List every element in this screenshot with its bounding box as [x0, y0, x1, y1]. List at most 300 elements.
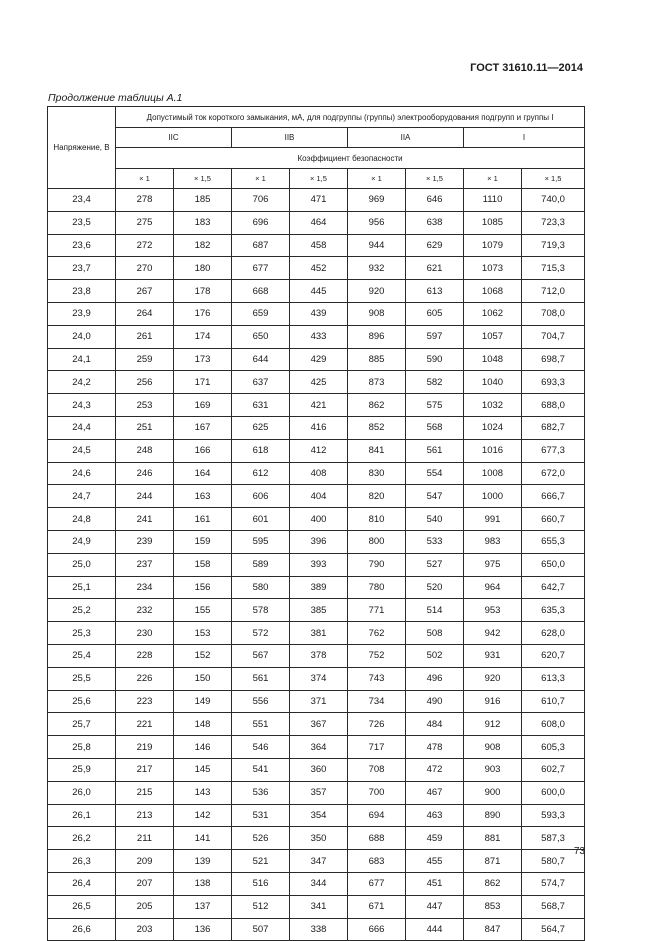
factor-row: [48, 169, 585, 189]
current-cell: 176: [174, 302, 232, 325]
factor-header: × 1,5: [290, 169, 348, 189]
factor-header: × 1: [232, 169, 290, 189]
current-cell: 141: [174, 827, 232, 850]
current-cell: 613,3: [522, 667, 585, 690]
current-cell: 1062: [464, 302, 522, 325]
current-cell: 158: [174, 553, 232, 576]
voltage-cell: 26,3: [48, 850, 116, 873]
table-row: [48, 850, 585, 873]
current-cell: 371: [290, 690, 348, 713]
current-cell: 672,0: [522, 462, 585, 485]
factor-header: × 1,5: [174, 169, 232, 189]
current-cell: 666,7: [522, 485, 585, 508]
current-cell: 561: [406, 439, 464, 462]
current-cell: 688: [348, 827, 406, 850]
current-cell: 752: [348, 644, 406, 667]
current-cell: 862: [348, 394, 406, 417]
current-cell: 163: [174, 485, 232, 508]
table-caption: Продолжение таблицы А.1: [48, 92, 183, 104]
current-cell: 790: [348, 553, 406, 576]
current-cell: 425: [290, 371, 348, 394]
voltage-cell: 24,2: [48, 371, 116, 394]
page-number: 73: [573, 846, 585, 857]
current-cell: 561: [232, 667, 290, 690]
current-cell: 464: [290, 211, 348, 234]
table-row: [48, 758, 585, 781]
voltage-cell: 24,3: [48, 394, 116, 417]
current-cell: 700: [348, 781, 406, 804]
current-cell: 983: [464, 530, 522, 553]
current-cell: 1085: [464, 211, 522, 234]
current-cell: 956: [348, 211, 406, 234]
current-cell: 618: [232, 439, 290, 462]
current-cell: 234: [116, 576, 174, 599]
current-cell: 219: [116, 736, 174, 759]
table-row: [48, 462, 585, 485]
factor-header: × 1,5: [522, 169, 585, 189]
voltage-cell: 26,1: [48, 804, 116, 827]
current-cell: 408: [290, 462, 348, 485]
voltage-cell: 24,6: [48, 462, 116, 485]
current-cell: 540: [406, 508, 464, 531]
factor-header: × 1: [116, 169, 174, 189]
current-cell: 660,7: [522, 508, 585, 531]
current-cell: 613: [406, 280, 464, 303]
current-cell: 381: [290, 622, 348, 645]
current-cell: 655,3: [522, 530, 585, 553]
current-cell: 508: [406, 622, 464, 645]
current-cell: 239: [116, 530, 174, 553]
voltage-cell: 25,1: [48, 576, 116, 599]
current-cell: 873: [348, 371, 406, 394]
current-cell: 512: [232, 895, 290, 918]
current-cell: 871: [464, 850, 522, 873]
current-cell: 602,7: [522, 758, 585, 781]
current-cell: 597: [406, 325, 464, 348]
current-cell: 136: [174, 918, 232, 941]
current-cell: 389: [290, 576, 348, 599]
current-cell: 708,0: [522, 302, 585, 325]
current-cell: 400: [290, 508, 348, 531]
current-cell: 447: [406, 895, 464, 918]
current-cell: 547: [406, 485, 464, 508]
voltage-cell: 23,4: [48, 189, 116, 212]
current-cell: 830: [348, 462, 406, 485]
voltage-cell: 24,9: [48, 530, 116, 553]
factor-header: × 1,5: [406, 169, 464, 189]
voltage-cell: 24,8: [48, 508, 116, 531]
table-row: [48, 302, 585, 325]
voltage-cell: 26,4: [48, 872, 116, 895]
current-cell: 149: [174, 690, 232, 713]
current-cell: 367: [290, 713, 348, 736]
current-cell: 625: [232, 416, 290, 439]
factor-header: × 1: [464, 169, 522, 189]
current-cell: 677: [232, 257, 290, 280]
current-cell: 164: [174, 462, 232, 485]
voltage-header: Напряжение, В: [48, 107, 116, 189]
voltage-cell: 25,7: [48, 713, 116, 736]
current-cell: 490: [406, 690, 464, 713]
current-cell: 393: [290, 553, 348, 576]
current-cell: 847: [464, 918, 522, 941]
current-cell: 526: [232, 827, 290, 850]
current-cell: 174: [174, 325, 232, 348]
current-cell: 404: [290, 485, 348, 508]
current-cell: 677: [348, 872, 406, 895]
current-cell: 601: [232, 508, 290, 531]
current-cell: 668: [232, 280, 290, 303]
voltage-cell: 25,4: [48, 644, 116, 667]
current-cell: 942: [464, 622, 522, 645]
current-cell: 628,0: [522, 622, 585, 645]
table-row: [48, 234, 585, 257]
current-cell: 715,3: [522, 257, 585, 280]
current-cell: 275: [116, 211, 174, 234]
current-cell: 671: [348, 895, 406, 918]
current-cell: 734: [348, 690, 406, 713]
current-cell: 502: [406, 644, 464, 667]
current-cell: 412: [290, 439, 348, 462]
current-cell: 153: [174, 622, 232, 645]
voltage-cell: 23,5: [48, 211, 116, 234]
current-cell: 256: [116, 371, 174, 394]
current-cell: 1016: [464, 439, 522, 462]
coefficient-header: Коэффициент безопасности: [116, 148, 585, 169]
current-cell: 143: [174, 781, 232, 804]
voltage-cell: 24,1: [48, 348, 116, 371]
voltage-cell: 25,8: [48, 736, 116, 759]
current-cell: 421: [290, 394, 348, 417]
current-cell: 451: [406, 872, 464, 895]
current-cell: 350: [290, 827, 348, 850]
current-cell: 631: [232, 394, 290, 417]
current-cell: 378: [290, 644, 348, 667]
current-cell: 152: [174, 644, 232, 667]
current-cell: 278: [116, 189, 174, 212]
current-cell: 708: [348, 758, 406, 781]
current-cell: 740,0: [522, 189, 585, 212]
table-row: [48, 485, 585, 508]
current-cell: 1000: [464, 485, 522, 508]
current-cell: 223: [116, 690, 174, 713]
current-cell: 203: [116, 918, 174, 941]
table-row: [48, 371, 585, 394]
current-cell: 183: [174, 211, 232, 234]
current-cell: 903: [464, 758, 522, 781]
current-cell: 580,7: [522, 850, 585, 873]
current-cell: 1024: [464, 416, 522, 439]
current-cell: 780: [348, 576, 406, 599]
current-cell: 221: [116, 713, 174, 736]
current-cell: 862: [464, 872, 522, 895]
current-cell: 683: [348, 850, 406, 873]
current-cell: 677,3: [522, 439, 585, 462]
current-cell: 1110: [464, 189, 522, 212]
current-cell: 347: [290, 850, 348, 873]
voltage-cell: 24,0: [48, 325, 116, 348]
current-cell: 521: [232, 850, 290, 873]
current-cell: 155: [174, 599, 232, 622]
table-row: [48, 781, 585, 804]
current-cell: 852: [348, 416, 406, 439]
current-cell: 762: [348, 622, 406, 645]
current-cell: 644: [232, 348, 290, 371]
current-cell: 1008: [464, 462, 522, 485]
current-cell: 374: [290, 667, 348, 690]
current-cell: 771: [348, 599, 406, 622]
voltage-cell: 25,5: [48, 667, 116, 690]
current-cell: 439: [290, 302, 348, 325]
current-cell: 145: [174, 758, 232, 781]
current-cell: 1057: [464, 325, 522, 348]
current-cell: 1079: [464, 234, 522, 257]
table-row: [48, 553, 585, 576]
current-cell: 496: [406, 667, 464, 690]
current-cell: 975: [464, 553, 522, 576]
current-cell: 251: [116, 416, 174, 439]
group-iib: IIB: [232, 128, 348, 148]
table-row: [48, 508, 585, 531]
current-cell: 357: [290, 781, 348, 804]
current-cell: 650,0: [522, 553, 585, 576]
table-row: [48, 439, 585, 462]
current-cell: 694: [348, 804, 406, 827]
current-cell: 908: [464, 736, 522, 759]
table-row: [48, 211, 585, 234]
current-cell: 520: [406, 576, 464, 599]
voltage-cell: 26,6: [48, 918, 116, 941]
document-code: ГОСТ 31610.11—2014: [470, 62, 583, 74]
current-cell: 237: [116, 553, 174, 576]
current-cell: 568: [406, 416, 464, 439]
current-cell: 953: [464, 599, 522, 622]
current-cell: 688,0: [522, 394, 585, 417]
current-cell: 478: [406, 736, 464, 759]
current-cell: 429: [290, 348, 348, 371]
current-cell: 881: [464, 827, 522, 850]
current-cell: 228: [116, 644, 174, 667]
current-cell: 272: [116, 234, 174, 257]
current-cell: 621: [406, 257, 464, 280]
current-cell: 452: [290, 257, 348, 280]
current-cell: 575: [406, 394, 464, 417]
current-cell: 568,7: [522, 895, 585, 918]
voltage-cell: 25,2: [48, 599, 116, 622]
current-cell: 556: [232, 690, 290, 713]
current-cell: 213: [116, 804, 174, 827]
current-cell: 159: [174, 530, 232, 553]
current-cell: 605: [406, 302, 464, 325]
current-cell: 507: [232, 918, 290, 941]
current-cell: 991: [464, 508, 522, 531]
current-cell: 638: [406, 211, 464, 234]
current-cell: 182: [174, 234, 232, 257]
table-row: [48, 394, 585, 417]
current-cell: 161: [174, 508, 232, 531]
current-cell: 885: [348, 348, 406, 371]
current-cell: 704,7: [522, 325, 585, 348]
current-cell: 167: [174, 416, 232, 439]
voltage-cell: 23,8: [48, 280, 116, 303]
table-row: [48, 257, 585, 280]
current-cell: 142: [174, 804, 232, 827]
current-cell: 516: [232, 872, 290, 895]
current-cell: 171: [174, 371, 232, 394]
group-header: Допустимый ток короткого замыкания, мА, для подгруппы (группы) электрооборудования подгрупп и группы I: [116, 107, 585, 128]
current-cell: 572: [232, 622, 290, 645]
current-cell: 241: [116, 508, 174, 531]
current-cell: 226: [116, 667, 174, 690]
current-cell: 916: [464, 690, 522, 713]
current-cell: 896: [348, 325, 406, 348]
current-cell: 723,3: [522, 211, 585, 234]
current-cell: 338: [290, 918, 348, 941]
table-row: [48, 895, 585, 918]
current-cell: 717: [348, 736, 406, 759]
current-cell: 546: [232, 736, 290, 759]
current-cell: 472: [406, 758, 464, 781]
current-cell: 261: [116, 325, 174, 348]
current-cell: 590: [406, 348, 464, 371]
current-cell: 578: [232, 599, 290, 622]
current-cell: 253: [116, 394, 174, 417]
current-cell: 533: [406, 530, 464, 553]
current-cell: 589: [232, 553, 290, 576]
group-i: I: [464, 128, 585, 148]
table-row: [48, 189, 585, 212]
current-cell: 606: [232, 485, 290, 508]
current-cell: 608,0: [522, 713, 585, 736]
current-cell: 1068: [464, 280, 522, 303]
current-cell: 932: [348, 257, 406, 280]
current-cell: 541: [232, 758, 290, 781]
voltage-cell: 24,4: [48, 416, 116, 439]
table-row: [48, 827, 585, 850]
current-cell: 682,7: [522, 416, 585, 439]
table-row: [48, 713, 585, 736]
current-cell: 593,3: [522, 804, 585, 827]
table-row: [48, 804, 585, 827]
current-cell: 551: [232, 713, 290, 736]
current-cell: 650: [232, 325, 290, 348]
current-cell: 360: [290, 758, 348, 781]
current-cell: 433: [290, 325, 348, 348]
current-cell: 620,7: [522, 644, 585, 667]
factor-header: × 1: [348, 169, 406, 189]
voltage-cell: 24,5: [48, 439, 116, 462]
current-cell: 853: [464, 895, 522, 918]
current-cell: 646: [406, 189, 464, 212]
current-cell: 138: [174, 872, 232, 895]
current-cell: 137: [174, 895, 232, 918]
current-cell: 726: [348, 713, 406, 736]
current-cell: 696: [232, 211, 290, 234]
current-cell: 605,3: [522, 736, 585, 759]
voltage-cell: 25,9: [48, 758, 116, 781]
current-cell: 248: [116, 439, 174, 462]
voltage-cell: 26,5: [48, 895, 116, 918]
table-row: [48, 622, 585, 645]
table-row: [48, 530, 585, 553]
current-cell: 463: [406, 804, 464, 827]
group-row: [48, 128, 585, 148]
current-cell: 944: [348, 234, 406, 257]
voltage-cell: 23,7: [48, 257, 116, 280]
current-cell: 445: [290, 280, 348, 303]
current-cell: 514: [406, 599, 464, 622]
current-cell: 185: [174, 189, 232, 212]
current-cell: 890: [464, 804, 522, 827]
current-cell: 150: [174, 667, 232, 690]
current-cell: 1032: [464, 394, 522, 417]
current-cell: 719,3: [522, 234, 585, 257]
current-cell: 820: [348, 485, 406, 508]
current-cell: 209: [116, 850, 174, 873]
current-cell: 396: [290, 530, 348, 553]
current-cell: 908: [348, 302, 406, 325]
current-cell: 416: [290, 416, 348, 439]
current-cell: 567: [232, 644, 290, 667]
current-cell: 467: [406, 781, 464, 804]
current-cell: 912: [464, 713, 522, 736]
current-cell: 637: [232, 371, 290, 394]
current-cell: 354: [290, 804, 348, 827]
current-cell: 900: [464, 781, 522, 804]
current-cell: 205: [116, 895, 174, 918]
current-cell: 455: [406, 850, 464, 873]
current-cell: 527: [406, 553, 464, 576]
current-cell: 244: [116, 485, 174, 508]
table-row: [48, 416, 585, 439]
table-row: [48, 280, 585, 303]
group-iia: IIA: [348, 128, 464, 148]
current-cell: 743: [348, 667, 406, 690]
voltage-cell: 24,7: [48, 485, 116, 508]
current-cell: 267: [116, 280, 174, 303]
current-cell: 1048: [464, 348, 522, 371]
table-row: [48, 872, 585, 895]
current-cell: 139: [174, 850, 232, 873]
current-cell: 484: [406, 713, 464, 736]
table-row: [48, 667, 585, 690]
table-row: [48, 325, 585, 348]
current-cell: 580: [232, 576, 290, 599]
current-cell: 270: [116, 257, 174, 280]
current-cell: 146: [174, 736, 232, 759]
current-cell: 693,3: [522, 371, 585, 394]
current-cell: 964: [464, 576, 522, 599]
current-cell: 1073: [464, 257, 522, 280]
current-cell: 169: [174, 394, 232, 417]
current-cell: 642,7: [522, 576, 585, 599]
current-cell: 178: [174, 280, 232, 303]
table-row: [48, 576, 585, 599]
current-cell: 148: [174, 713, 232, 736]
current-cell: 574,7: [522, 872, 585, 895]
current-cell: 587,3: [522, 827, 585, 850]
current-cell: 635,3: [522, 599, 585, 622]
current-cell: 629: [406, 234, 464, 257]
current-cell: 166: [174, 439, 232, 462]
current-cell: 1040: [464, 371, 522, 394]
current-cell: 969: [348, 189, 406, 212]
current-cell: 554: [406, 462, 464, 485]
current-cell: 232: [116, 599, 174, 622]
current-cell: 698,7: [522, 348, 585, 371]
current-cell: 531: [232, 804, 290, 827]
table-row: [48, 644, 585, 667]
